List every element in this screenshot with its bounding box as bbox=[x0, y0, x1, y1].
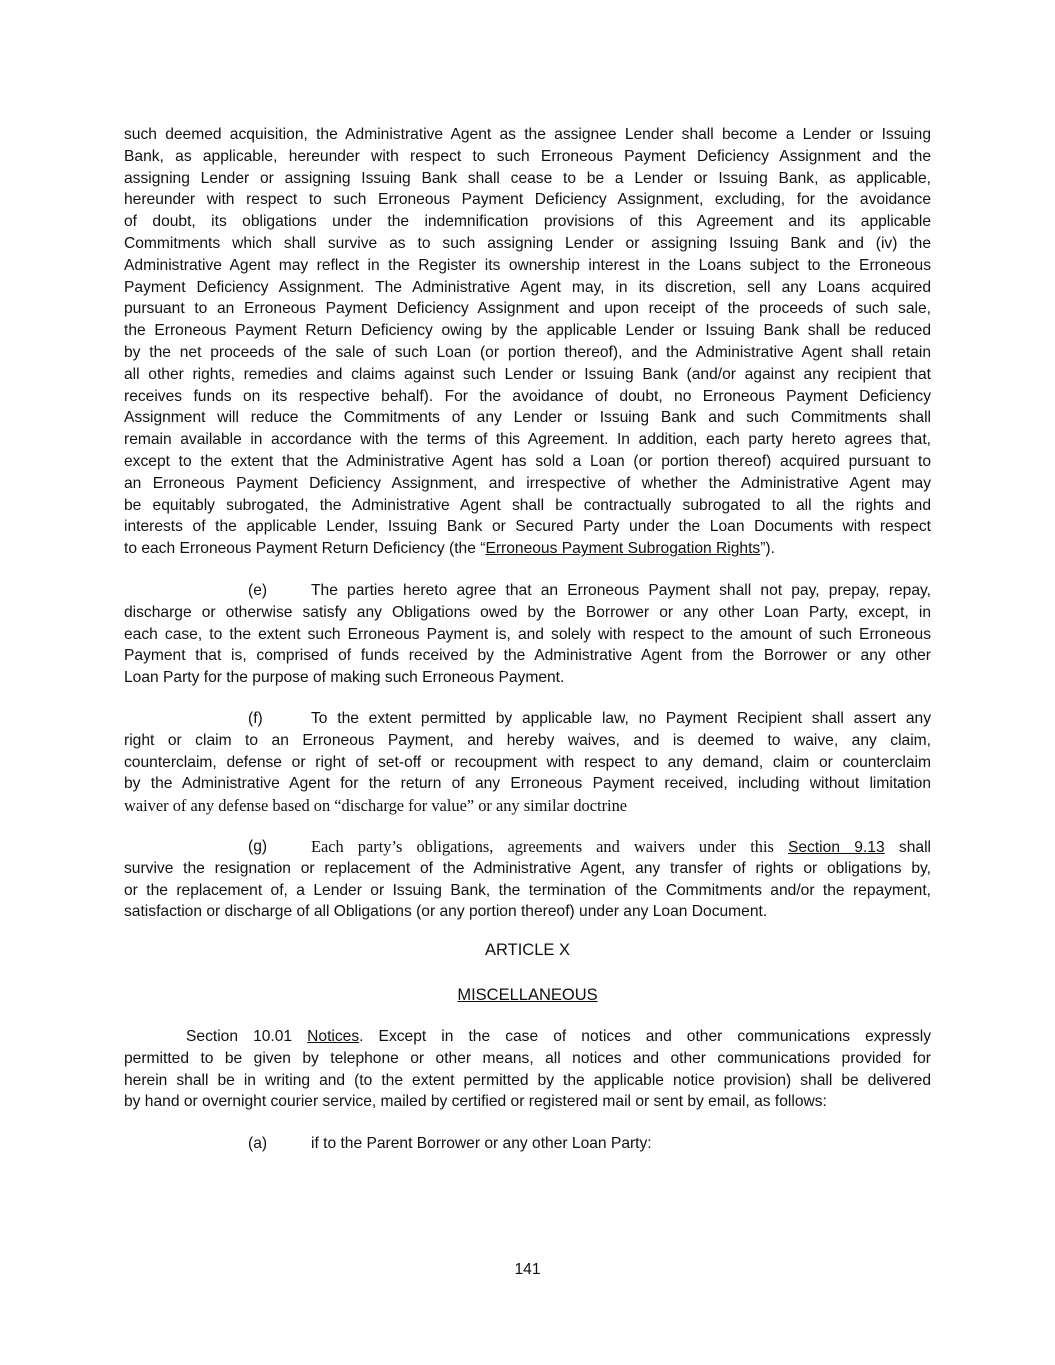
text-line bbox=[124, 146, 931, 168]
defined-term-reference: Notices bbox=[307, 1028, 360, 1045]
line-text: waiver of any defense based on “discharge for value” or any similar doctrine bbox=[124, 796, 628, 816]
line-text: hereunder with respect to such Erroneous Payment Deficiency Assignment, excluding, for the avoidance bbox=[124, 191, 931, 209]
clause-label: (g) bbox=[248, 838, 268, 855]
clause-e bbox=[124, 580, 931, 689]
text-line bbox=[124, 645, 931, 667]
line-text: To the extent permitted by applicable law, no Payment Recipient shall assert any bbox=[311, 710, 931, 727]
text-line bbox=[124, 538, 931, 560]
line-text: Bank, as applicable, hereunder with respect to such Erroneous Payment Deficiency Assignment and the bbox=[124, 147, 931, 165]
text-line bbox=[124, 880, 931, 902]
line-text: Administrative Agent may reflect in the Register its ownership interest in the Loans subject to the Erroneous bbox=[124, 256, 931, 274]
text-line bbox=[124, 752, 931, 774]
continued-paragraph bbox=[124, 124, 931, 560]
text-line bbox=[124, 1091, 931, 1113]
text-line bbox=[124, 298, 931, 320]
text-line bbox=[124, 386, 931, 408]
line-text: survive the resignation or replacement of the Administrative Agent, any transfer of rights or obligations by, bbox=[124, 859, 931, 877]
article-heading: ARTICLE X bbox=[485, 941, 570, 959]
line-text: by the net proceeds of the sale of such Loan (or portion thereof), and the Administrative Agent shall retain bbox=[124, 343, 931, 361]
text-line bbox=[124, 1048, 931, 1070]
line-text: to each Erroneous Payment Return Deficiency (the “ bbox=[124, 540, 486, 558]
clause-g bbox=[124, 836, 931, 923]
line-text: Loan Party for the purpose of making such Erroneous Payment. bbox=[124, 669, 565, 687]
line-text: Payment Deficiency Assignment. The Administrative Agent may, in its discretion, sell any Loans acquired bbox=[124, 278, 931, 296]
text-line bbox=[124, 708, 931, 730]
line-text: assigning Lender or assigning Issuing Bank shall cease to be a Lender or Issuing Bank, as applicable, bbox=[124, 169, 931, 187]
line-text: remain available in accordance with the terms of this Agreement. In addition, each party hereto agrees that, bbox=[124, 431, 931, 449]
text-line bbox=[124, 773, 931, 795]
line-text: Assignment will reduce the Commitments of any Lender or Issuing Bank and such Commitments shall bbox=[124, 409, 931, 427]
text-line bbox=[124, 211, 931, 233]
line-text: an Erroneous Payment Deficiency Assignment, and irrespective of whether the Administrative Agent may bbox=[124, 474, 931, 492]
line-text: or the replacement of, a Lender or Issuing Bank, the termination of the Commitments and/or the repayment, bbox=[124, 881, 931, 899]
line-text: of doubt, its obligations under the indemnification provisions of this Agreement and its applicable bbox=[124, 213, 931, 231]
text-line bbox=[124, 255, 931, 277]
line-text: if to the Parent Borrower or any other Loan Party: bbox=[311, 1135, 652, 1152]
text-line bbox=[124, 795, 931, 817]
defined-term-reference: Section 9.13 bbox=[787, 839, 885, 856]
line-text: all other rights, remedies and claims against such Lender or Issuing Bank (and/or against any recipient that bbox=[124, 365, 931, 383]
text-line bbox=[124, 602, 931, 624]
line-text: the Erroneous Payment Return Deficiency owing by the applicable Lender or Issuing Bank shall be reduced bbox=[124, 322, 931, 340]
text-line bbox=[124, 580, 931, 602]
line-text: Each party’s obligations, agreements and waivers under this bbox=[311, 837, 788, 856]
clause-label: (e) bbox=[248, 582, 268, 599]
text-line bbox=[124, 473, 931, 495]
clause-f bbox=[124, 708, 931, 817]
text-line bbox=[124, 1026, 931, 1048]
text-line bbox=[124, 320, 931, 342]
line-text: discharge or otherwise satisfy any Obligations owed by the Borrower or any other Loan Party, except, in bbox=[124, 603, 931, 621]
clause-label: (a) bbox=[248, 1135, 268, 1152]
text-line bbox=[124, 233, 931, 255]
article-title bbox=[0, 986, 1055, 1005]
page-number: 141 bbox=[514, 1261, 541, 1278]
text-line bbox=[124, 364, 931, 386]
text-line bbox=[124, 516, 931, 538]
text-line bbox=[124, 342, 931, 364]
line-text: each case, to the extent such Erroneous Payment is, and solely with respect to the amount of such Erroneous bbox=[124, 625, 931, 643]
text-line bbox=[124, 168, 931, 190]
line-text: receives funds on its respective behalf). For the avoidance of doubt, no Erroneous Payment Deficiency bbox=[124, 387, 931, 405]
line-text: The parties hereto agree that an Erroneous Payment shall not pay, prepay, repay, bbox=[311, 582, 931, 599]
line-text: herein shall be in writing and (to the extent permitted by the applicable notice provision) shall be delivered bbox=[124, 1071, 931, 1089]
line-text: ”). bbox=[760, 540, 775, 558]
section-10-01 bbox=[124, 1026, 931, 1113]
line-text: by hand or overnight courier service, mailed by certified or registered mail or sent by email, as follows: bbox=[124, 1093, 827, 1111]
clause-a bbox=[124, 1133, 931, 1155]
text-line bbox=[124, 667, 931, 689]
text-line bbox=[124, 189, 931, 211]
line-text: Payment that is, comprised of funds received by the Administrative Agent from the Borrower or any other bbox=[124, 647, 931, 665]
line-text: such deemed acquisition, the Administrative Agent as the assignee Lender shall become a Lender or Issuing bbox=[124, 126, 931, 143]
text-line bbox=[124, 277, 931, 299]
line-text: be equitably subrogated, the Administrative Agent shall be contractually subrogated to all the rights and bbox=[124, 496, 931, 514]
line-text: shall bbox=[884, 839, 931, 856]
text-line bbox=[124, 1133, 931, 1155]
text-line bbox=[124, 858, 931, 880]
line-text: by the Administrative Agent for the return of any Erroneous Payment received, including without limitation bbox=[124, 775, 931, 793]
line-text: counterclaim, defense or right of set-off or recoupment with respect to any demand, claim or counterclaim bbox=[124, 753, 931, 771]
text-line bbox=[124, 124, 931, 146]
text-line bbox=[124, 624, 931, 646]
text-line bbox=[124, 495, 931, 517]
text-line bbox=[124, 407, 931, 429]
text-line bbox=[124, 451, 931, 473]
line-text: permitted to be given by telephone or other means, all notices and other communications provided for bbox=[124, 1049, 931, 1067]
text-line bbox=[124, 836, 931, 858]
text-line bbox=[124, 1070, 931, 1092]
defined-term-reference: Erroneous Payment Subrogation Rights bbox=[485, 540, 761, 558]
clause-label: (f) bbox=[248, 710, 263, 727]
line-text: pursuant to an Erroneous Payment Deficiency Assignment and upon receipt of the proceeds of such sale, bbox=[124, 300, 931, 318]
line-text: Section 10.01 bbox=[186, 1028, 308, 1045]
text-line bbox=[124, 901, 931, 923]
text-line bbox=[124, 429, 931, 451]
line-text: except to the extent that the Administrative Agent has sold a Loan (or portion thereof) acquired pursuant to bbox=[124, 452, 931, 470]
line-text: Commitments which shall survive as to such assigning Lender or assigning Issuing Bank and (iv) the bbox=[124, 234, 931, 252]
line-text: satisfaction or discharge of all Obligations (or any portion thereof) under any Loan Document. bbox=[124, 903, 768, 921]
article-title-text: MISCELLANEOUS bbox=[457, 986, 598, 1004]
line-text: interests of the applicable Lender, Issuing Bank or Secured Party under the Loan Documents with respect bbox=[124, 518, 931, 536]
line-text: right or claim to an Erroneous Payment, and hereby waives, and is deemed to waive, any claim, bbox=[124, 731, 931, 749]
line-text: . Except in the case of notices and other communications expressly bbox=[359, 1028, 931, 1045]
text-line bbox=[124, 730, 931, 752]
